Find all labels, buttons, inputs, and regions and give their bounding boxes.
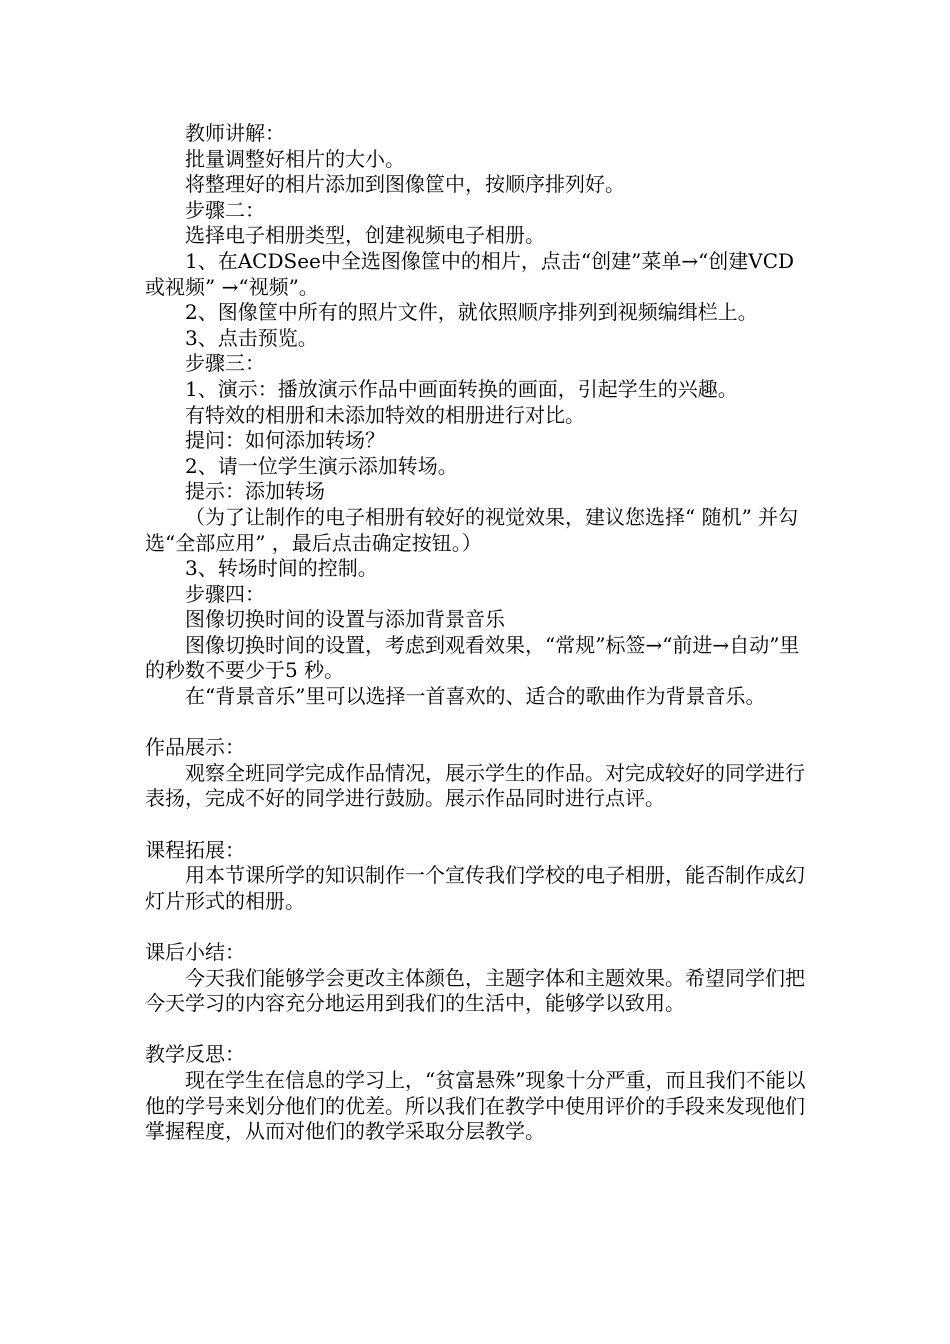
paragraph: 图像切换时间的设置与添加背景音乐: [185, 607, 505, 632]
paragraph: 2、图像筐中所有的照片文件，就依照顺序排列到视频编缉栏上。: [185, 300, 758, 325]
paragraph: 将整理好的相片添加到图像筐中，按顺序排列好。: [185, 172, 625, 197]
spacer: [145, 914, 810, 940]
spacer: [145, 710, 810, 736]
section-body-summary: 今天我们能够学会更改主体颜色，主题字体和主题效果。希望同学们把今天学习的内容充分地运用到我们的生活中，能够学以致用。: [145, 965, 805, 1016]
paragraph: 3、点击预览。: [185, 325, 318, 350]
paragraph: 教师讲解：: [185, 121, 285, 145]
section-heading-reflection: 教学反思：: [145, 1042, 245, 1067]
paragraph: 1、演示：播放演示作品中画面转换的画面，引起学生的兴趣。: [185, 376, 738, 401]
spacer: [145, 812, 810, 838]
section-heading-works: 作品展示：: [145, 735, 245, 760]
paragraph: 选择电子相册类型，创建视频电子相册。: [185, 223, 545, 248]
paragraph: 提问：如何添加转场？: [185, 428, 385, 453]
step-heading: 步骤二：: [185, 197, 265, 222]
section-body-works: 观察全班同学完成作品情况，展示学生的作品。对完成较好的同学进行表扬，完成不好的同学进行鼓励。展示作品同时进行点评。: [145, 760, 805, 811]
paragraph: 有特效的相册和未添加特效的相册进行对比。: [185, 402, 585, 427]
paragraph: 1、在ACDSee中全选图像筐中的相片，点击“创建”菜单→“创建VCD或视频” →“视频”。: [145, 248, 795, 299]
spacer: [145, 1017, 810, 1043]
document-body: [145, 121, 810, 1145]
paragraph: （为了让制作的电子相册有较好的视觉效果，建议您选择“ 随机” 并勾选“全部应用” ，最后点击确定按钮。）: [145, 504, 799, 555]
paragraph: 2、请一位学生演示添加转场。: [185, 453, 458, 478]
step-heading: 步骤三：: [185, 351, 265, 376]
paragraph: 批量调整好相片的大小。: [185, 146, 405, 171]
section-body-reflection: 现在学生在信息的学习上，“贫富悬殊”现象十分严重，而且我们不能以他的学号来划分他们的优差。所以我们在教学中使用评价的手段来发现他们掌握程度，从而对他们的教学采取分层教学。: [145, 1067, 806, 1144]
paragraph: 在“背景音乐”里可以选择一首喜欢的、适合的歌曲作为背景音乐。: [185, 684, 766, 709]
paragraph: 图像切换时间的设置，考虑到观看效果，“常规”标签→“前进→自动”里的秒数不要少于5 秒。: [145, 632, 800, 683]
step-heading: 步骤四：: [185, 581, 265, 606]
paragraph: 提示：添加转场: [185, 479, 325, 504]
section-body-extension: 用本节课所学的知识制作一个宣传我们学校的电子相册，能否制作成幻灯片形式的相册。: [145, 863, 805, 913]
paragraph: 3、转场时间的控制。: [185, 556, 378, 581]
section-heading-extension: 课程拓展：: [145, 837, 245, 862]
section-heading-summary: 课后小结：: [145, 940, 245, 964]
